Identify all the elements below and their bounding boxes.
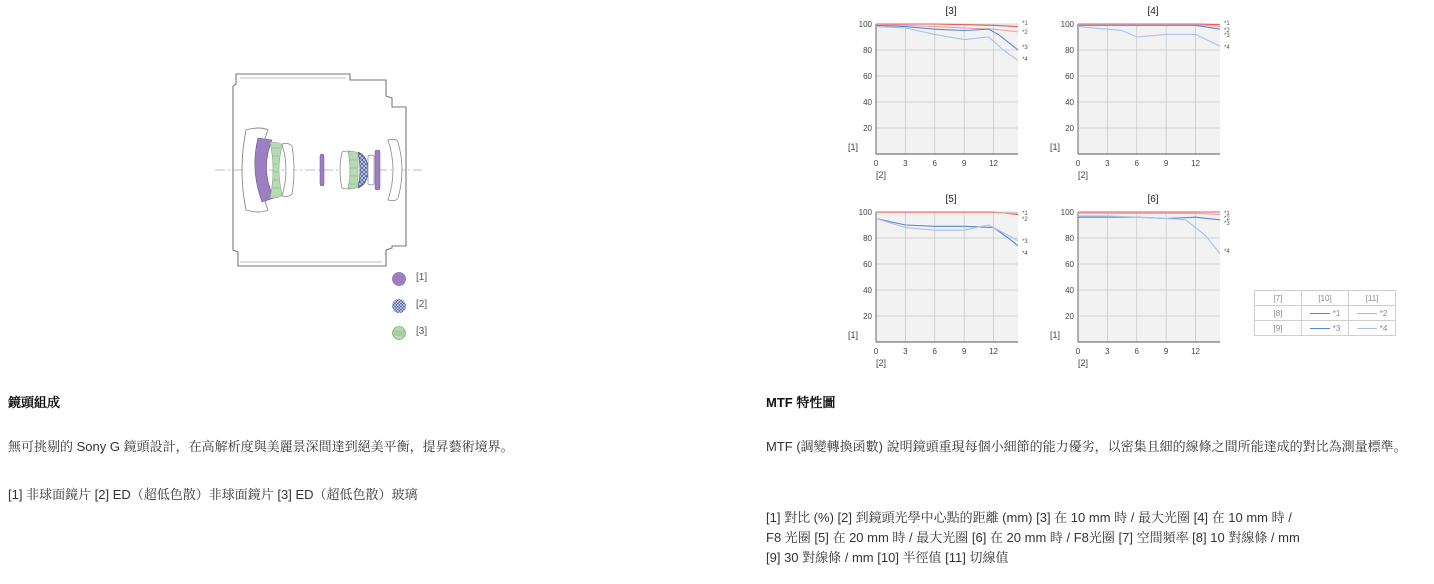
mtf-series-label: *1 (1224, 21, 1230, 27)
mtf-y-tick-label: 40 (863, 98, 872, 107)
mtf-y-tick-label: 40 (1065, 98, 1074, 107)
mtf-series-label: *3 (1224, 33, 1230, 39)
mtf-y-axis-label: [1] (848, 142, 859, 152)
mtf-series-label: *2 (1022, 30, 1028, 36)
mtf-series-label: *1 (1224, 211, 1230, 217)
mtf-x-tick-label: 12 (1191, 159, 1200, 168)
mtf-series-label: *2 (1224, 216, 1230, 222)
mtf-y-tick-label: 60 (863, 72, 872, 81)
mtf-x-axis-label: [2] (1078, 358, 1089, 368)
mtf-legend-radial-30lp: *3 (1302, 321, 1349, 336)
mtf-series-label: *2 (1022, 217, 1028, 223)
mtf-y-tick-label: 80 (1065, 234, 1074, 243)
mtf-series-label: *2 (1224, 28, 1230, 34)
mtf-legend-header-row (1255, 291, 1396, 306)
mtf-x-axis-label: [2] (876, 170, 887, 180)
mtf-series-label: *4 (1022, 251, 1028, 257)
mtf-legend-header-radial: [10] (1302, 291, 1349, 306)
mtf-legend-text-line: F8 光圈 [5] 在 20 mm 時 / 最大光圈 [6] 在 20 mm 時 / F8光圈 [7] 空間頻率 [8] 10 對線條 / mm (766, 530, 1300, 545)
mtf-y-tick-label: 80 (1065, 46, 1074, 55)
mtf-plot-area (876, 212, 1018, 342)
mtf-legend-text (766, 508, 1434, 568)
legend-label-3: [3] (416, 326, 428, 337)
mtf-series-label: *3 (1022, 239, 1028, 245)
mtf-legend-row-30lp (1255, 321, 1396, 336)
mtf-x-tick-label: 12 (989, 159, 998, 168)
mtf-y-tick-label: 100 (858, 20, 872, 29)
mtf-x-tick-label: 3 (903, 347, 908, 356)
mtf-x-tick-label: 6 (1134, 159, 1139, 168)
mtf-y-axis-label: [1] (1050, 330, 1061, 340)
mtf-series-label: *3 (1022, 45, 1028, 51)
mtf-x-tick-label: 3 (903, 159, 908, 168)
mtf-chart-title: [5] (945, 194, 957, 205)
mtf-plot-area (1078, 24, 1220, 154)
mtf-y-tick-label: 100 (1060, 208, 1074, 217)
mtf-legend-table (1254, 290, 1396, 336)
mtf-y-tick-label: 80 (863, 234, 872, 243)
legend-label-1: [1] (416, 272, 428, 283)
mtf-series-label: *1 (1022, 21, 1028, 27)
mtf-y-tick-label: 60 (863, 260, 872, 269)
mtf-y-tick-label: 40 (863, 286, 872, 295)
mtf-x-tick-label: 6 (1134, 347, 1139, 356)
mtf-chart-title: [4] (1147, 6, 1159, 17)
mtf-x-tick-label: 12 (989, 347, 998, 356)
legend-label-2: [2] (416, 299, 428, 310)
mtf-y-tick-label: 40 (1065, 286, 1074, 295)
mtf-series-label: *4 (1224, 249, 1230, 255)
mtf-legend-tangential-10lp: *2 (1349, 306, 1396, 321)
mtf-chart-title: [6] (1147, 194, 1159, 205)
mtf-x-tick-label: 3 (1105, 347, 1110, 356)
lens-construction-description: 無可挑剔的 Sony G 鏡頭設計，在高解析度與美麗景深間達到絕美平衡，提昇藝術境界。 (8, 439, 514, 454)
mtf-x-axis-label: [2] (876, 358, 887, 368)
mtf-legend-text-line: [1] 對比 (%) [2] 到鏡頭光學中心點的距離 (mm) [3] 在 10 mm 時 / 最大光圈 [4] 在 10 mm 時 / (766, 510, 1292, 525)
mtf-y-tick-label: 100 (858, 208, 872, 217)
mtf-x-tick-label: 0 (873, 347, 879, 356)
mtf-x-tick-label: 12 (1191, 347, 1200, 356)
mtf-x-tick-label: 0 (1075, 159, 1081, 168)
mtf-legend-row-label: [9] (1255, 321, 1302, 336)
mtf-series-label: *3 (1224, 221, 1230, 227)
mtf-series-label: *4 (1022, 57, 1028, 63)
mtf-description: MTF (調變轉換函數) 說明鏡頭重現每個小細節的能力優劣，以密集且細的線條之間所能達成的對比為測量標準。 (766, 439, 1407, 454)
mtf-heading: MTF 特性圖 (766, 395, 836, 410)
mtf-y-axis-label: [1] (1050, 142, 1061, 152)
mtf-y-axis-label: [1] (848, 330, 859, 340)
mtf-legend-tangential-30lp: *4 (1349, 321, 1396, 336)
mtf-x-tick-label: 3 (1105, 159, 1110, 168)
mtf-legend-row-10lp (1255, 306, 1396, 321)
mtf-y-tick-label: 80 (863, 46, 872, 55)
mtf-legend-header-frequency: [7] (1255, 291, 1302, 306)
mtf-x-tick-label: 6 (932, 347, 937, 356)
mtf-y-tick-label: 20 (863, 124, 872, 133)
mtf-y-tick-label: 60 (1065, 72, 1074, 81)
mtf-legend-radial-10lp: *1 (1302, 306, 1349, 321)
mtf-x-tick-label: 0 (873, 159, 879, 168)
mtf-legend-text-line: [9] 30 對線條 / mm [10] 半徑值 [11] 切線值 (766, 550, 1009, 565)
mtf-y-tick-label: 60 (1065, 260, 1074, 269)
mtf-chart-title: [3] (945, 6, 957, 17)
mtf-legend-header-tangential: [11] (1349, 291, 1396, 306)
mtf-legend-row-label: [8] (1255, 306, 1302, 321)
lens-construction-heading: 鏡頭組成 (8, 395, 61, 410)
mtf-x-tick-label: 9 (1163, 347, 1169, 356)
mtf-x-tick-label: 0 (1075, 347, 1081, 356)
mtf-plot-area (1078, 212, 1220, 342)
mtf-x-tick-label: 9 (961, 347, 967, 356)
lens-element-legend-text: [1] 非球面鏡片 [2] ED（超低色散）非球面鏡片 [3] ED（超低色散）玻璃 (8, 487, 418, 502)
mtf-x-tick-label: 6 (932, 159, 937, 168)
mtf-series-label: *1 (1022, 211, 1028, 217)
mtf-x-tick-label: 9 (961, 159, 967, 168)
mtf-x-tick-label: 9 (1163, 159, 1169, 168)
mtf-y-tick-label: 20 (1065, 312, 1074, 321)
mtf-x-axis-label: [2] (1078, 170, 1089, 180)
mtf-y-tick-label: 20 (1065, 124, 1074, 133)
mtf-y-tick-label: 100 (1060, 20, 1074, 29)
mtf-series-label: *4 (1224, 45, 1230, 51)
mtf-y-tick-label: 20 (863, 312, 872, 321)
